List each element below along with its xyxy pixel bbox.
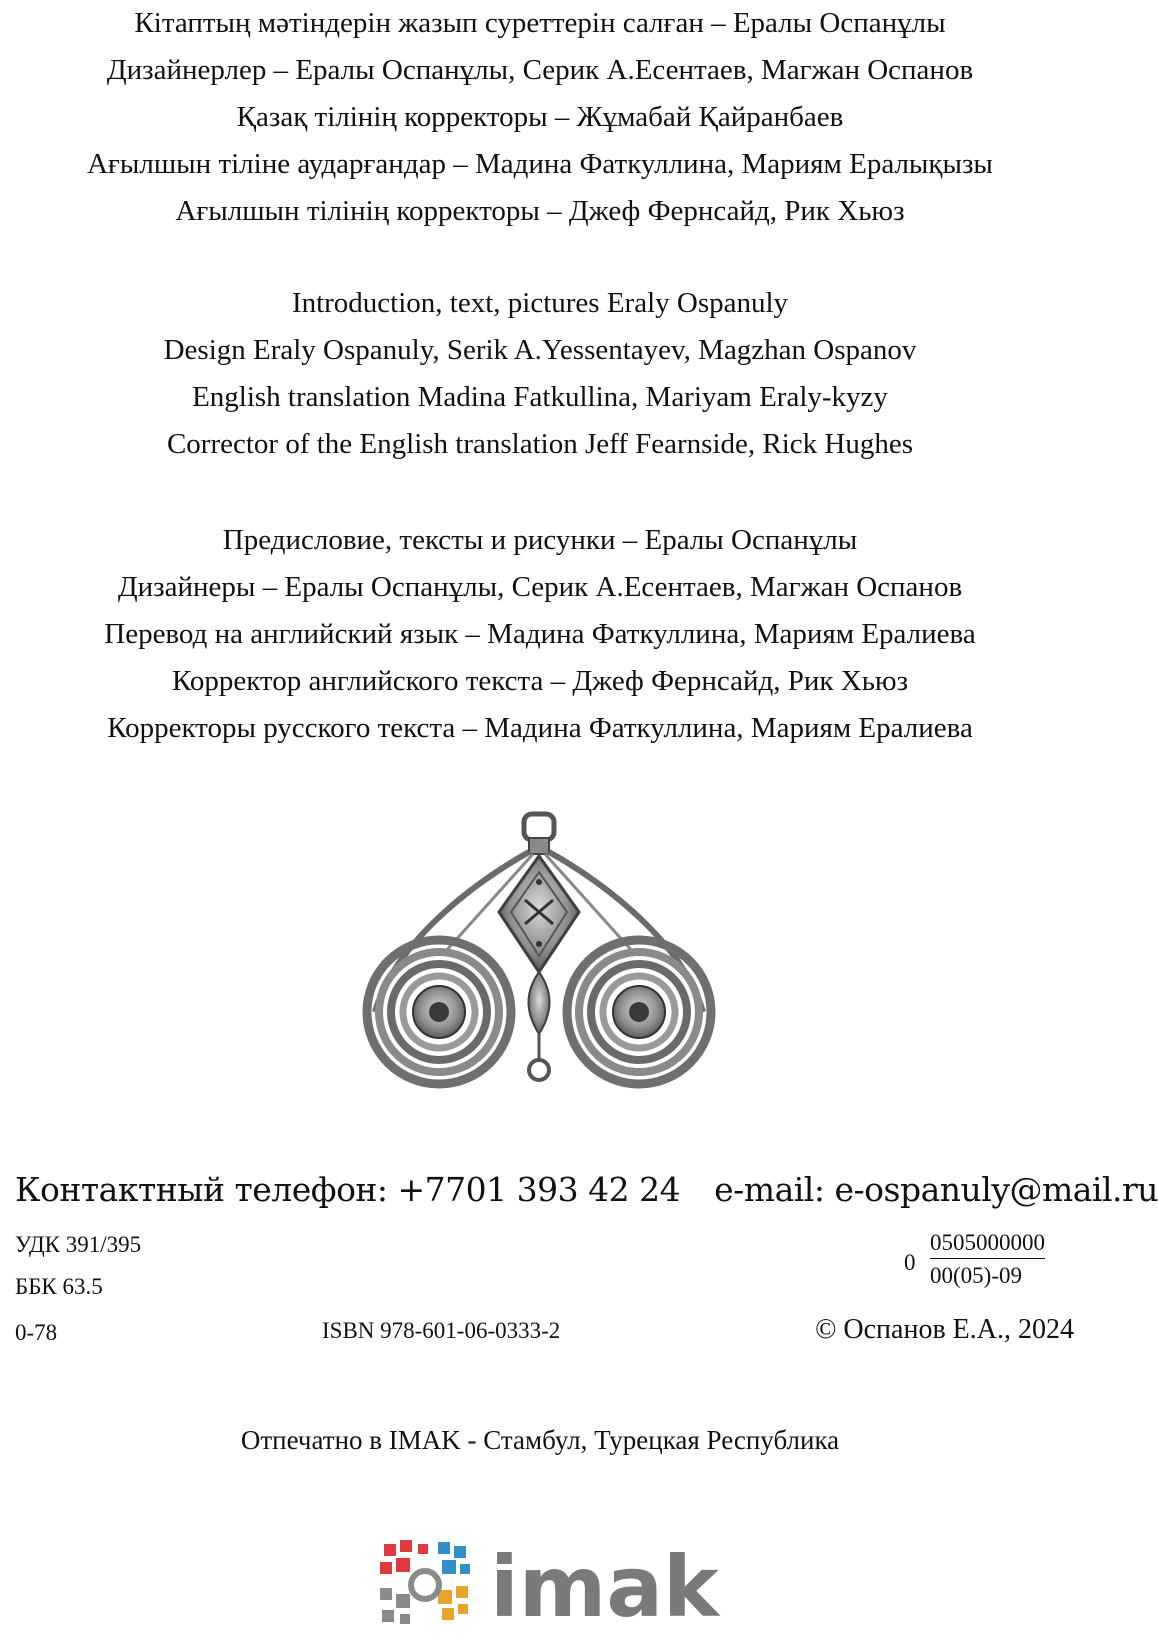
credit-line: Предисловие, тексты и рисунки – Ералы Оспанұлы (222, 524, 858, 556)
printed-by-line: Отпечатно в IMAK - Стамбул, Турецкая Республика (240, 1425, 840, 1455)
credit-line: Корректор английского текста – Джеф Фернсайд, Рик Хьюз (171, 665, 909, 697)
fraction-numerator: 0505000000 (930, 1230, 1045, 1259)
credit-line: Дизайнеры – Ералы Оспанұлы, Серик А.Есентаев, Магжан Оспанов (117, 571, 963, 603)
english-credits (0, 280, 1080, 468)
fraction-denominator: 00(05)-09 (930, 1263, 1022, 1288)
credit-line: Кітаптың мәтіндерін жазып суреттерін салған – Ералы Оспанұлы (134, 7, 946, 39)
kazakh-credits (0, 0, 1080, 235)
credit-line: English translation Madina Fatkullina, Mariyam Eraly-kyzy (192, 381, 888, 413)
isbn: ISBN 978-601-06-0333-2 (322, 1318, 561, 1343)
author-mark: 0-78 (15, 1320, 58, 1345)
copyright-notice: © Оспанов Е.А., 2024 (815, 1314, 1074, 1345)
imak-logo-text: imak (490, 1538, 719, 1636)
credit-line: Қазақ тілінің корректоры – Жұмабай Қайранбаев (236, 101, 844, 133)
imak-logo (378, 1538, 719, 1636)
imak-logo-icon (380, 1540, 470, 1624)
bbk-code: ББК 63.5 (15, 1274, 103, 1299)
credit-line: Design Eraly Ospanuly, Serik A.Yessentayev, Magzhan Ospanov (163, 334, 917, 366)
fraction-prefix: 0 (904, 1250, 916, 1275)
credit-line: Перевод на английский язык – Мадина Фаткуллина, Мариям Ералиева (104, 618, 976, 650)
contact-email: e-mail: e-ospanuly@mail.ru (714, 1170, 1158, 1209)
catalog-fraction (904, 1230, 1074, 1294)
credit-line: Corrector of the English translation Jeff Fearnside, Rick Hughes (166, 428, 914, 460)
credit-line: Ағылшын тілінің корректоры – Джеф Фернсайд, Рик Хьюз (175, 195, 905, 227)
contact-line (15, 1170, 1158, 1209)
udk-code: УДК 391/395 (15, 1232, 142, 1257)
credit-line: Корректоры русского текста – Мадина Фаткуллина, Мариям Ералиева (107, 712, 973, 744)
credit-line: Ағылшын тіліне аударғандар – Мадина Фаткуллина, Мариям Ералықызы (87, 148, 993, 180)
contact-phone: Контактный телефон: +7701 393 42 24 (15, 1170, 681, 1209)
credit-line: Дизайнерлер – Ералы Оспанұлы, Серик А.Есентаев, Магжан Оспанов (106, 54, 974, 86)
russian-credits (0, 517, 1080, 752)
credit-line: Introduction, text, pictures Eraly Ospanuly (291, 287, 789, 319)
silver-pendant-illustration (365, 812, 713, 1104)
